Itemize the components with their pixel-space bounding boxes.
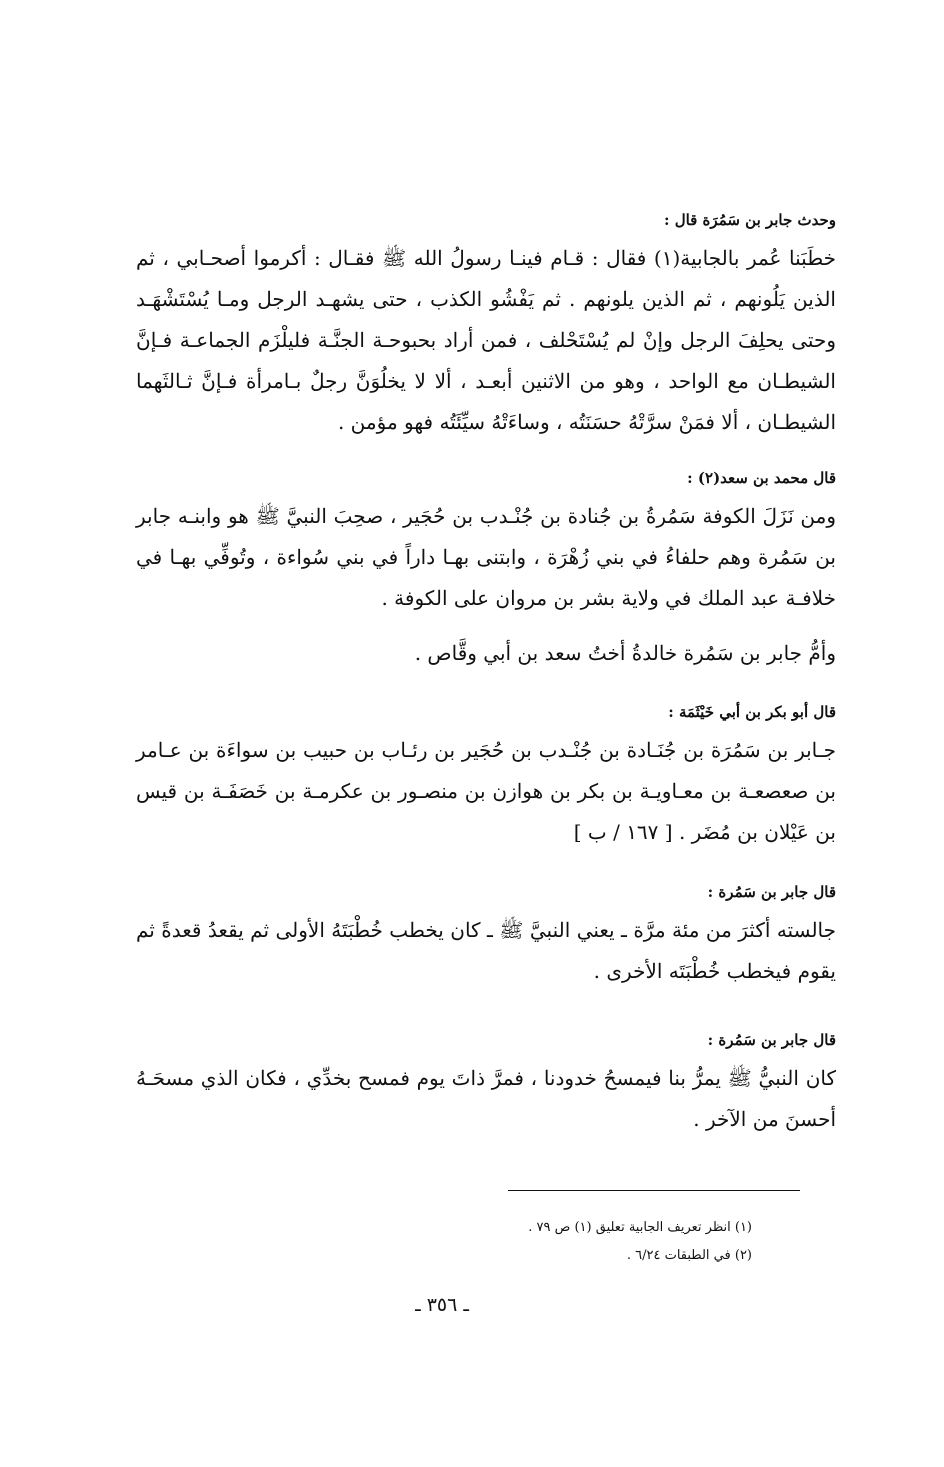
section-4 — [136, 880, 836, 992]
footnote-1: (١) انظر تعريف الجابية تعليق (١) ص ٧٩ . — [528, 1220, 752, 1235]
section-paragraph: جـابر بن سَمُرَة بن جُنَـادة بن جُنْـدب بن حُجَير بن رئـاب بن حبيب بن سواءَة بن عـامر بن صعصعـة بن معـاويـة بن بكر بن هوازن بن منصـور بن عكرمـة بن خَصَفَـة بن قيس بن عَيْلان بن مُضَر . [ ١٦٧ / ب ] — [136, 738, 836, 844]
page-number: ـ ٣٥٦ ـ — [415, 1294, 469, 1316]
section-3 — [136, 700, 836, 853]
section-5 — [136, 1028, 836, 1140]
section-paragraph: جالسته أكثرَ من مئة مرَّة ـ يعني النبيَّ ﷺ ـ كان يخطب خُطْبَتَهُ الأولى ثم يقعدُ قعدةً ثم يقوم فيخطب خُطْبَتَه الأخرى . — [136, 918, 836, 983]
section-2 — [136, 466, 836, 674]
section-paragraph: كان النبيُّ ﷺ يمرُّ بنا فيمسحُ خدودنا ، فمرَّ ذاتَ يوم فمسح بخدِّي ، فكان الذي مسحَـهُ أحسنَ من الآخر . — [136, 1066, 836, 1131]
section-heading: قال أبو بكر بن أبي خَيْثَمَة : — [668, 703, 836, 721]
footnote-divider — [508, 1190, 800, 1191]
section-heading: قال جابر بن سَمُرة : — [707, 1031, 836, 1049]
section-heading: قال محمد بن سعد(٢) : — [687, 469, 836, 487]
section-heading: قال جابر بن سَمُرة : — [707, 883, 836, 901]
footnotes — [192, 1214, 752, 1270]
footnote-2: (٢) في الطبقات ٦/٢٤ . — [626, 1248, 752, 1263]
section-1 — [136, 208, 836, 443]
section-paragraph: ومن نَزَلَ الكوفة سَمُرةُ بن جُنادة بن جُنْـدب بن حُجَير ، صحِبَ النبيَّ ﷺ هو وابنـه جابر بن سَمُرة وهم حلفاءُ في بني زُهْرَة ، وابتنى بهـا داراً في بني سُواءة ، وتُوفِّي بهـا في خلافـة عبد الملك في ولاية بشر بن مروان على الكوفة . — [136, 504, 836, 610]
section-paragraph: وأمُّ جابر بن سَمُرة خالدةُ أختُ سعد بن أبي وقَّاص . — [414, 641, 836, 665]
section-paragraph: خطَبَنا عُمر بالجابية(١) فقال : قـام فينـا رسولُ الله ﷺ فقـال : أكرموا أصحـابي ، ثم الذين يَلُونهم ، ثم الذين يلونهم . ثم يَفْشُو الكذب ، حتى يشهـد الرجل ومـا يُسْتَشْهَـد وحتى يحلِفَ الرجل وإنْ لم يُسْتَحْلف ، فمن أراد بحبوحـة الجنَّـة فليلْزَم الجماعـة فـإنَّ الشيطـان مع الواحد ، وهو من الاثنين أبعـد ، ألا لا يخلُوَنَّ رجلٌ بـامرأة فـإنَّ ثـالثَهما الشيطـان ، ألا فمَنْ سرَّتْهُ حسَنَتُه ، وساءَتْهُ سيِّئَتُه فهو مؤمن . — [136, 246, 836, 434]
section-heading: وحدث جابر بن سَمُرَة قال : — [663, 211, 836, 229]
